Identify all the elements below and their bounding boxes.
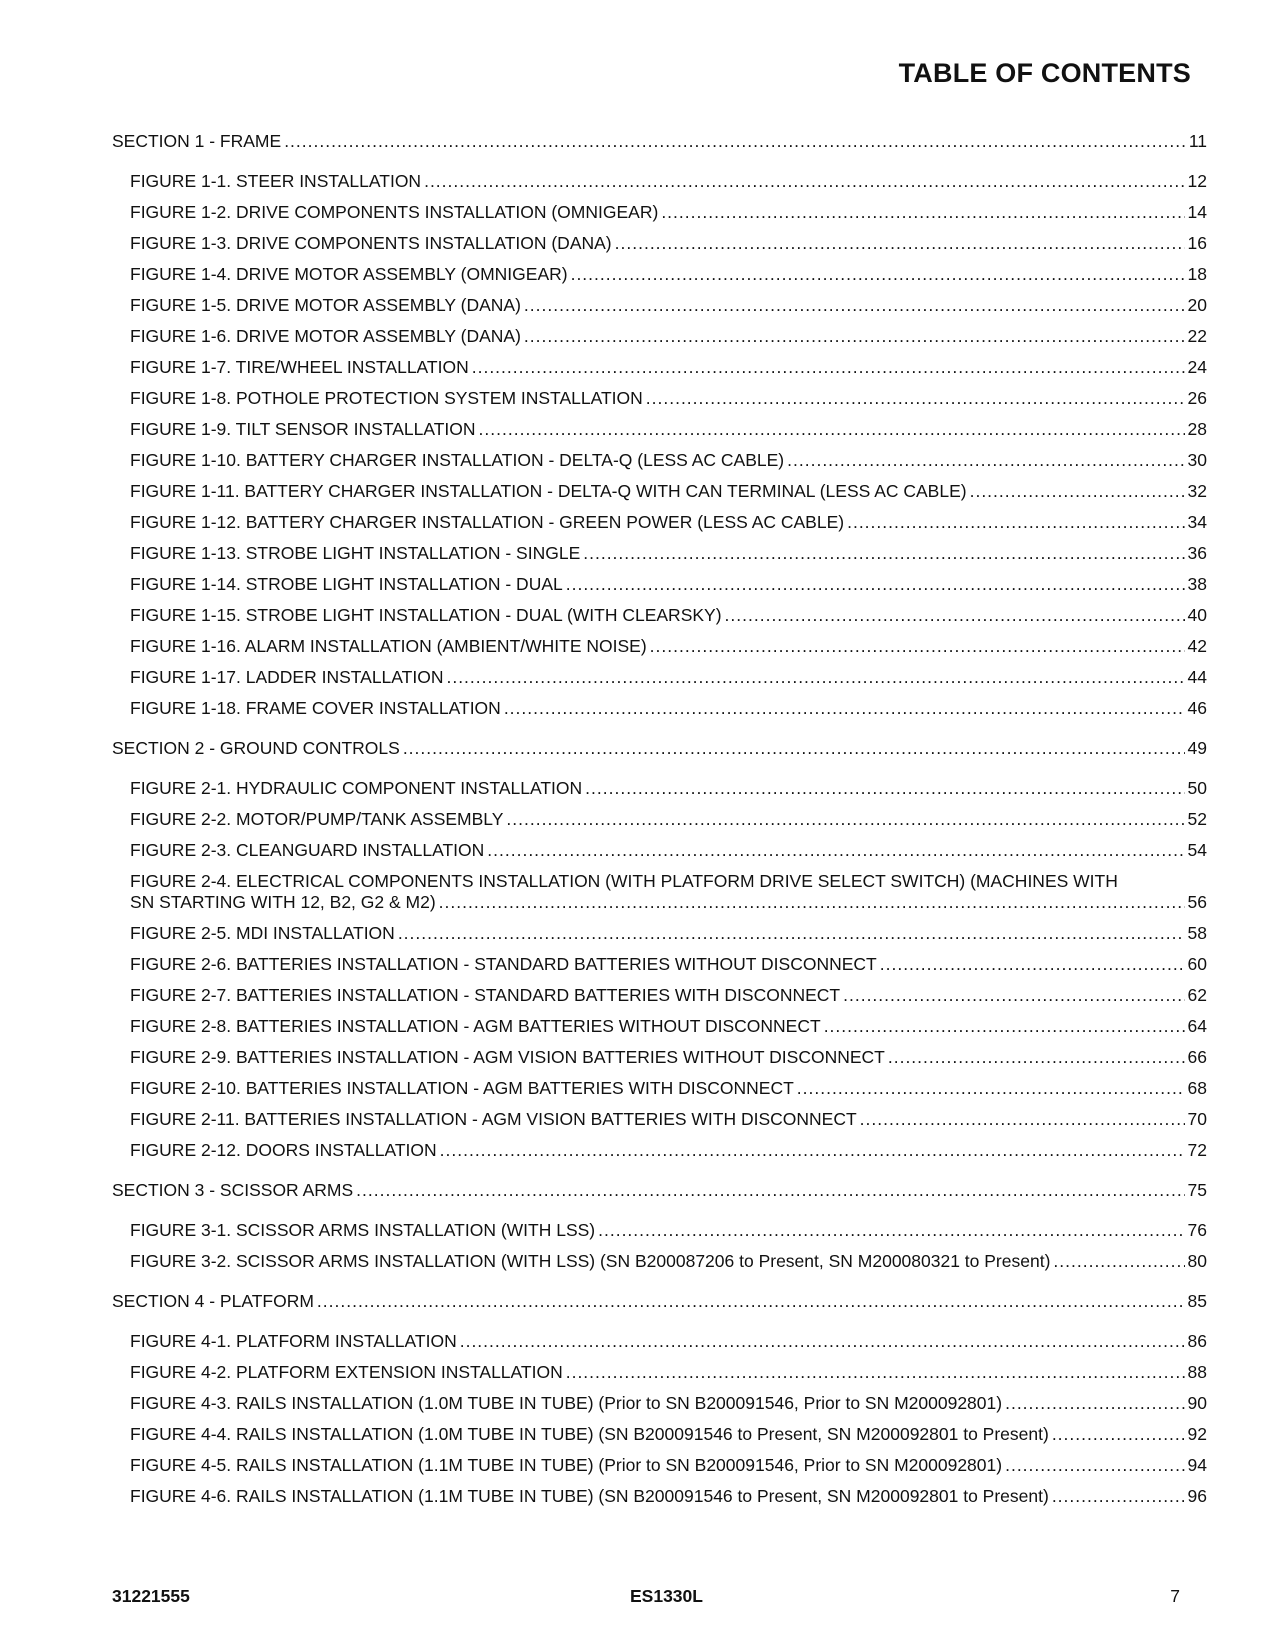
page-footer [112,1586,1180,1610]
toc-figure-entry[interactable] [112,1393,1207,1414]
toc-figure-entry[interactable] [112,1047,1207,1068]
toc-entry-page: 96 [1187,1486,1207,1506]
toc-entry-page: 94 [1187,1455,1207,1475]
toc-entry-page: 66 [1187,1047,1207,1067]
dot-leader [398,923,1185,944]
toc-entry-label: FIGURE 2-11. BATTERIES INSTALLATION - AGM VISION BATTERIES WITH DISCONNECT [130,1109,857,1129]
toc-figure-entry[interactable] [112,667,1207,688]
footer-doc-number: 31221555 [112,1586,190,1606]
toc-figure-entry[interactable] [112,1078,1207,1099]
toc-entry-page: 18 [1187,264,1207,284]
toc-figure-entry[interactable] [112,1016,1207,1037]
toc-entry-label: FIGURE 1-18. FRAME COVER INSTALLATION [130,698,501,718]
dot-leader [424,171,1184,192]
dot-leader [284,131,1186,152]
toc-entry-page: 28 [1187,419,1207,439]
toc-entry-label: FIGURE 1-6. DRIVE MOTOR ASSEMBLY (DANA) [130,326,521,346]
toc-entry-label: FIGURE 1-3. DRIVE COMPONENTS INSTALLATION (DANA) [130,233,612,253]
dot-leader [487,840,1184,861]
toc-entry-page: 92 [1187,1424,1207,1444]
toc-section-entry[interactable] [112,131,1207,152]
dot-leader [598,1220,1184,1241]
toc-figure-entry[interactable] [112,985,1207,1006]
toc-section-entry[interactable] [112,1291,1207,1312]
toc-entry-label: FIGURE 4-1. PLATFORM INSTALLATION [130,1331,457,1351]
toc-figure-entry[interactable] [112,636,1207,657]
toc-entry-label-continued: SN STARTING WITH 12, B2, G2 & M2) [130,892,436,912]
toc-entry-page: 70 [1187,1109,1207,1129]
toc-entry-page: 26 [1187,388,1207,408]
dot-leader [524,295,1185,316]
toc-figure-entry[interactable] [112,574,1207,595]
dot-leader [403,738,1185,759]
toc-entry-label: FIGURE 1-16. ALARM INSTALLATION (AMBIENT/WHITE NOISE) [130,636,647,656]
toc-entry-page: 40 [1187,605,1207,625]
toc-entry-page: 36 [1187,543,1207,563]
dot-leader [1005,1393,1184,1414]
toc-figure-entry[interactable] [112,1424,1207,1445]
dot-leader [1052,1486,1185,1507]
dot-leader [472,357,1185,378]
toc-entry-label: FIGURE 2-6. BATTERIES INSTALLATION - STANDARD BATTERIES WITHOUT DISCONNECT [130,954,877,974]
dot-leader [843,985,1184,1006]
toc-entry-label: FIGURE 1-5. DRIVE MOTOR ASSEMBLY (DANA) [130,295,521,315]
dot-leader [824,1016,1185,1037]
dot-leader [524,326,1185,347]
footer-page-number: 7 [1170,1586,1180,1606]
toc-figure-entry[interactable] [112,1331,1207,1352]
toc-figure-entry[interactable] [112,1140,1207,1161]
toc-entry-page: 85 [1187,1291,1207,1311]
toc-figure-entry[interactable] [112,202,1207,223]
toc-entry-page: 80 [1187,1251,1207,1271]
toc-entry-page: 68 [1187,1078,1207,1098]
toc-entry-label: FIGURE 4-2. PLATFORM EXTENSION INSTALLATION [130,1362,563,1382]
toc-figure-entry[interactable] [112,233,1207,254]
toc-entry-label: FIGURE 2-2. MOTOR/PUMP/TANK ASSEMBLY [130,809,504,829]
dot-leader [583,543,1184,564]
dot-leader [1053,1251,1184,1272]
toc-entry-page: 16 [1187,233,1207,253]
dot-leader [1052,1424,1185,1445]
toc-figure-entry[interactable] [112,264,1207,285]
toc-entry-label: SECTION 3 - SCISSOR ARMS [112,1180,354,1200]
toc-entry-label: FIGURE 1-10. BATTERY CHARGER INSTALLATION - DELTA-Q (LESS AC CABLE) [130,450,785,470]
toc-figure-entry[interactable] [112,388,1207,409]
toc-entry-label: FIGURE 1-12. BATTERY CHARGER INSTALLATION - GREEN POWER (LESS AC CABLE) [130,512,845,532]
dot-leader [1005,1455,1184,1476]
toc-entry-page: 14 [1187,202,1207,222]
dot-leader [571,264,1185,285]
toc-entry-page: 30 [1187,450,1207,470]
toc-entry-label: FIGURE 4-4. RAILS INSTALLATION (1.0M TUBE IN TUBE) (SN B200091546 to Present, SN M200092801 to Present) [130,1424,1049,1444]
toc-entry-label: FIGURE 1-8. POTHOLE PROTECTION SYSTEM INSTALLATION [130,388,643,408]
dot-leader [615,233,1185,254]
toc-figure-entry[interactable] [112,326,1207,347]
toc-figure-entry[interactable] [112,840,1207,861]
dot-leader [888,1047,1185,1068]
dot-leader [566,574,1185,595]
toc-entry-page: 62 [1187,985,1207,1005]
toc-figure-entry[interactable] [112,1486,1207,1507]
toc-entry-label: SECTION 4 - PLATFORM [112,1291,314,1311]
dot-leader [650,636,1185,657]
toc-entry-page: 49 [1187,738,1207,758]
toc-figure-entry[interactable] [112,778,1207,799]
toc-entry-page: 20 [1187,295,1207,315]
toc-figure-entry[interactable] [112,871,1207,913]
toc-entry-page: 50 [1187,778,1207,798]
toc-entry-label: FIGURE 2-8. BATTERIES INSTALLATION - AGM BATTERIES WITHOUT DISCONNECT [130,1016,821,1036]
dot-leader [479,419,1185,440]
toc-figure-entry[interactable] [112,450,1207,471]
toc-figure-entry[interactable] [112,357,1207,378]
toc-figure-entry[interactable] [112,481,1207,502]
toc-entry-label: FIGURE 1-2. DRIVE COMPONENTS INSTALLATION (OMNIGEAR) [130,202,659,222]
toc-entry-label: FIGURE 1-15. STROBE LIGHT INSTALLATION - DUAL (WITH CLEARSKY) [130,605,722,625]
dot-leader [585,778,1184,799]
toc-entry-label: FIGURE 1-17. LADDER INSTALLATION [130,667,444,687]
toc-entry-page: 54 [1187,840,1207,860]
toc-entry-label: FIGURE 2-3. CLEANGUARD INSTALLATION [130,840,485,860]
toc-entry-label: FIGURE 1-14. STROBE LIGHT INSTALLATION - DUAL [130,574,563,594]
toc-entry-page: 34 [1187,512,1207,532]
toc-entry-page: 44 [1187,667,1207,687]
toc-entry-page: 88 [1187,1362,1207,1382]
dot-leader [446,667,1184,688]
dot-leader [356,1180,1184,1201]
table-of-contents [112,131,1207,1517]
toc-figure-entry[interactable] [112,605,1207,626]
dot-leader [725,605,1185,626]
dot-leader [860,1109,1185,1130]
toc-figure-entry[interactable] [112,1220,1207,1241]
toc-figure-entry[interactable] [112,809,1207,830]
dot-leader [797,1078,1185,1099]
toc-entry-page: 24 [1187,357,1207,377]
dot-leader [787,450,1184,471]
toc-figure-entry[interactable] [112,543,1207,564]
dot-leader [880,954,1185,975]
toc-entry-page: 58 [1187,923,1207,943]
toc-entry-label: SECTION 2 - GROUND CONTROLS [112,738,400,758]
footer-model: ES1330L [630,1586,703,1606]
toc-section-entry[interactable] [112,1180,1207,1201]
toc-figure-entry[interactable] [112,512,1207,533]
toc-entry-label: FIGURE 1-7. TIRE/WHEEL INSTALLATION [130,357,469,377]
dot-leader [847,512,1184,533]
dot-leader [317,1291,1185,1312]
toc-entry-label: FIGURE 2-5. MDI INSTALLATION [130,923,395,943]
toc-entry-label: FIGURE 4-5. RAILS INSTALLATION (1.1M TUBE IN TUBE) (Prior to SN B200091546, Prior to SN M200092801) [130,1455,1003,1475]
toc-entry-label: FIGURE 4-6. RAILS INSTALLATION (1.1M TUBE IN TUBE) (SN B200091546 to Present, SN M200092801 to Present) [130,1486,1049,1506]
toc-entry-label: FIGURE 2-9. BATTERIES INSTALLATION - AGM VISION BATTERIES WITHOUT DISCONNECT [130,1047,885,1067]
toc-figure-entry[interactable] [112,954,1207,975]
toc-entry-label: FIGURE 2-7. BATTERIES INSTALLATION - STANDARD BATTERIES WITH DISCONNECT [130,985,841,1005]
dot-leader [439,892,1185,913]
toc-entry-page: 22 [1187,326,1207,346]
dot-leader [504,698,1185,719]
page-title: TABLE OF CONTENTS [898,58,1191,88]
toc-entry-page: 56 [1187,892,1207,912]
toc-entry-label: FIGURE 2-1. HYDRAULIC COMPONENT INSTALLATION [130,778,583,798]
toc-entry-label: FIGURE 1-11. BATTERY CHARGER INSTALLATION - DELTA-Q WITH CAN TERMINAL (LESS AC CABLE) [130,481,967,501]
dot-leader [646,388,1185,409]
toc-entry-page: 12 [1187,171,1207,191]
dot-leader [661,202,1184,223]
dot-leader [970,481,1185,502]
toc-entry-page: 72 [1187,1140,1207,1160]
toc-figure-entry[interactable] [112,923,1207,944]
toc-entry-label: FIGURE 2-12. DOORS INSTALLATION [130,1140,437,1160]
toc-entry-page: 86 [1187,1331,1207,1351]
toc-entry-label: FIGURE 1-9. TILT SENSOR INSTALLATION [130,419,476,439]
toc-figure-entry[interactable] [112,1109,1207,1130]
toc-entry-page: 38 [1187,574,1207,594]
toc-entry-page: 42 [1187,636,1207,656]
toc-entry-page: 75 [1187,1180,1207,1200]
toc-entry-label: FIGURE 1-1. STEER INSTALLATION [130,171,422,191]
toc-figure-entry[interactable] [112,419,1207,440]
dot-leader [566,1362,1185,1383]
toc-entry-page: 90 [1187,1393,1207,1413]
toc-entry-page: 52 [1187,809,1207,829]
toc-figure-entry[interactable] [112,295,1207,316]
toc-figure-entry[interactable] [112,698,1207,719]
toc-figure-entry[interactable] [112,171,1207,192]
toc-entry-label: FIGURE 1-13. STROBE LIGHT INSTALLATION - SINGLE [130,543,581,563]
toc-entry-label: FIGURE 3-1. SCISSOR ARMS INSTALLATION (WITH LSS) [130,1220,596,1240]
toc-figure-entry[interactable] [112,1251,1207,1272]
toc-entry-page: 64 [1187,1016,1207,1036]
toc-entry-label: SECTION 1 - FRAME [112,131,282,151]
toc-entry-label: FIGURE 3-2. SCISSOR ARMS INSTALLATION (WITH LSS) (SN B200087206 to Present, SN M200080321 to Present) [130,1251,1051,1271]
toc-entry-page: 76 [1187,1220,1207,1240]
toc-figure-entry[interactable] [112,1455,1207,1476]
dot-leader [460,1331,1185,1352]
toc-entry-label: FIGURE 2-10. BATTERIES INSTALLATION - AGM BATTERIES WITH DISCONNECT [130,1078,794,1098]
toc-section-entry[interactable] [112,738,1207,759]
toc-entry-page: 32 [1187,481,1207,501]
toc-entry-label: FIGURE 4-3. RAILS INSTALLATION (1.0M TUBE IN TUBE) (Prior to SN B200091546, Prior to SN M200092801) [130,1393,1003,1413]
toc-figure-entry[interactable] [112,1362,1207,1383]
dot-leader [440,1140,1185,1161]
toc-entry-label: FIGURE 1-4. DRIVE MOTOR ASSEMBLY (OMNIGEAR) [130,264,568,284]
toc-entry-page: 46 [1187,698,1207,718]
toc-entry-page: 11 [1188,131,1207,151]
toc-entry-label: FIGURE 2-4. ELECTRICAL COMPONENTS INSTALLATION (WITH PLATFORM DRIVE SELECT SWITCH) (MACHINES WITH [130,871,1118,891]
dot-leader [506,809,1184,830]
toc-entry-page: 60 [1187,954,1207,974]
